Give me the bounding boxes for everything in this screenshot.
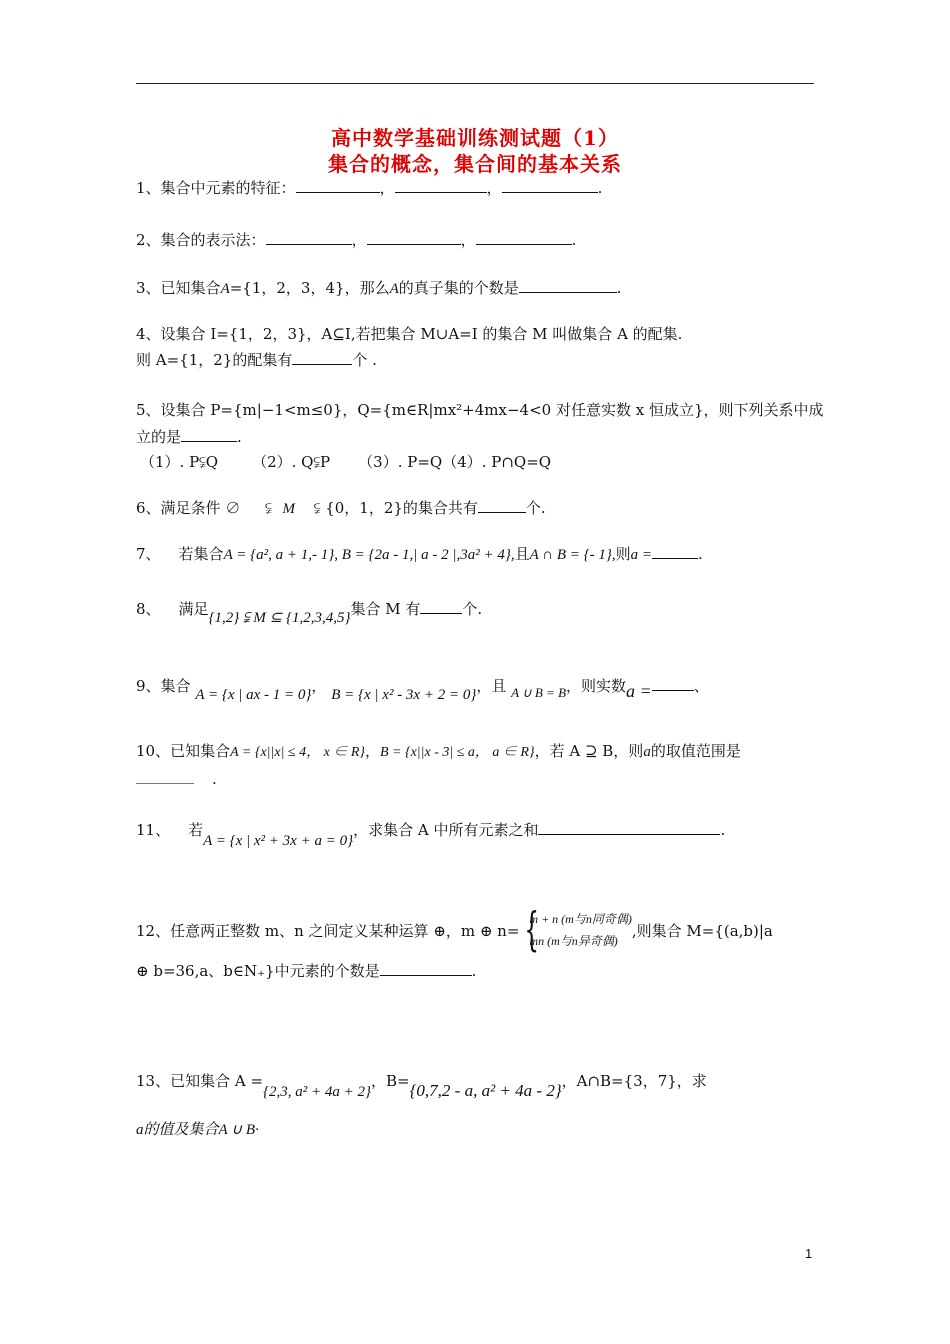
q6-number: 6、: [136, 499, 161, 517]
question-11: [136, 819, 816, 849]
q12-text: ⊕ b=36,a、b∈N₊}中元素的个数是: [136, 962, 380, 980]
q13-formula-a: {2,3, a² + 4a + 2}: [263, 1084, 372, 1100]
q5-option-2: （2）. Q⫋P: [252, 453, 331, 471]
empty-set-symbol: ∅: [225, 499, 241, 517]
q6-blank: [478, 498, 526, 513]
question-4-line2: [136, 349, 816, 371]
q11-text: ，求集合 A 中所有元素之和: [353, 821, 539, 839]
q12-end: .: [471, 962, 477, 980]
q8-text: 集合 M 有: [350, 600, 421, 618]
q12-case-2: mn (m与n异奇偶): [529, 934, 618, 948]
q7-formula: A ∩ B = {- 1},: [529, 547, 616, 563]
q3-set: ={1，2，3，4}，那么: [229, 279, 390, 297]
question-2: [136, 229, 816, 251]
question-1: [136, 177, 816, 199]
q1-text: 集合中元素的特征：: [160, 179, 296, 197]
proper-subset-symbol: ⫋: [313, 499, 321, 517]
title-main: 高中数学基础训练测试题（1）: [331, 126, 619, 150]
question-4: [136, 323, 816, 345]
q5-end: .: [237, 428, 242, 446]
proper-subset-symbol: ⫋: [265, 499, 272, 517]
q9-formula-b: B = {x | x² - 3x + 2 = 0}: [331, 687, 477, 703]
question-10-line2: [136, 768, 816, 790]
q9-formula-c: A ∪ B = B: [511, 685, 567, 700]
q3-end: .: [616, 279, 622, 297]
question-9: [136, 674, 816, 703]
q5-option-3-4: （3）. P=Q（4）. P∩Q=Q: [358, 453, 552, 471]
q12-piecewise: [519, 908, 631, 952]
q13-text: ，B=: [371, 1072, 410, 1090]
q6-set: {0，1，2}的集合共有: [325, 499, 478, 517]
q6-var: M: [282, 501, 296, 517]
q7-text: 且: [514, 545, 530, 563]
q9-formula-a: A = {x | ax - 1 = 0}: [195, 687, 312, 703]
q1-blank-2: [395, 178, 487, 193]
q9-text: ，且: [476, 677, 507, 695]
q9-formula-a-eq: a =: [626, 681, 652, 701]
q11-text: 若: [188, 821, 204, 839]
q9-sep: ，: [311, 677, 327, 695]
q9-text: 集合: [160, 677, 191, 695]
q7-end: .: [698, 545, 703, 563]
question-5: [136, 399, 824, 421]
q5-text: P={m|−1<m≤0}，Q={m∈R|mx²+4mx−4<0 对任意实数 x 恒成立}，则下列关系中成: [210, 401, 824, 419]
q4-text: 则 A={1，2}的配集有: [136, 351, 293, 369]
q11-number: 11、: [136, 821, 171, 839]
q2-blank-2: [367, 230, 461, 245]
question-12: [136, 910, 816, 954]
q13-text: ，A∩B={3，7}，求: [561, 1072, 707, 1090]
q2-end: .: [571, 231, 577, 249]
q10-formula-b: B = {x||x - 3| ≤ a， a ∈ R}: [380, 745, 535, 760]
q10-text: 的取值范围是: [650, 742, 741, 760]
q9-end: 、: [693, 677, 709, 695]
q8-blank: [420, 599, 462, 614]
q6-end: 个.: [525, 499, 546, 517]
q3-text: 的真子集的个数是: [398, 279, 519, 297]
q5-blank: [181, 427, 237, 442]
q5-option-1: （1）. P⫋Q: [140, 453, 219, 471]
q13-text: a的值及集合A ∪ B·: [136, 1122, 259, 1138]
q4-text: 个 .: [352, 351, 377, 369]
question-5-options: [140, 451, 820, 473]
q11-end: .: [720, 821, 726, 839]
q6-text: 满足条件: [160, 499, 221, 517]
question-7: [136, 543, 816, 566]
q8-text: 满足: [178, 600, 209, 618]
q1-blank-1: [296, 178, 380, 193]
q7-number: 7、: [136, 545, 161, 563]
q10-formula-a: A = {x||x| ≤ 4， x ∈ R}: [230, 745, 365, 760]
q11-formula: A = {x | x² + 3x + a = 0}: [203, 833, 354, 849]
q4-line1: 设集合 I={1，2，3}，A⊆I,若把集合 M∪A=I 的集合 M 叫做集合 A 的配集.: [160, 325, 683, 343]
q1-sep: ，: [486, 179, 502, 197]
q5-text: 设集合: [160, 401, 206, 419]
q9-blank: [652, 676, 694, 691]
q2-number: 2、: [136, 231, 161, 249]
q3-var: A: [389, 281, 399, 297]
question-3: [136, 277, 816, 300]
q1-end: .: [597, 179, 603, 197]
title-subtitle: 集合的概念，集合间的基本关系: [328, 152, 622, 176]
q7-formula: A = {a², a + 1,- 1}, B = {2a - 1,| a - 2 |,3a² + 4},: [223, 547, 515, 563]
page-number: 1: [805, 1246, 813, 1261]
q9-number: 9、: [136, 677, 161, 695]
q12-blank: [380, 961, 472, 976]
q7-formula: a =: [630, 547, 652, 563]
q12-number: 12、: [136, 922, 171, 940]
q5-text: 立的是: [136, 428, 182, 446]
q10-sep: ，: [364, 742, 380, 760]
q7-text: 若集合: [178, 545, 224, 563]
q3-number: 3、: [136, 279, 161, 297]
q10-var: a: [643, 744, 651, 760]
q12-case-1: { m + n (m与n同奇偶): [529, 912, 632, 926]
q12-text: ,则集合 M={(a,b)|a: [631, 922, 773, 940]
q3-blank: [519, 278, 617, 293]
q2-text: 集合的表示法：: [160, 231, 266, 249]
q3-var: A: [220, 281, 230, 297]
question-13: [136, 1070, 816, 1100]
q8-number: 8、: [136, 600, 161, 618]
q1-number: 1、: [136, 179, 161, 197]
question-13-line2: [136, 1118, 816, 1141]
q11-blank: [538, 820, 720, 835]
q4-number: 4、: [136, 325, 161, 343]
question-8: [136, 598, 816, 626]
q13-formula-b: {0,7,2 - a, a² + 4a - 2}: [409, 1081, 562, 1100]
q4-blank: [292, 350, 352, 365]
q2-sep: ，: [351, 231, 367, 249]
question-12-line2: [136, 960, 816, 982]
q5-number: 5、: [136, 401, 161, 419]
q7-blank: [652, 544, 698, 559]
q8-formula: {1,2} ⫋ M ⊆ {1,2,3,4,5}: [208, 610, 351, 626]
q7-text: 则: [615, 545, 631, 563]
q13-number: 13、: [136, 1072, 171, 1090]
question-6: [136, 497, 816, 520]
q10-text: ，若 A ⊇ B，则: [534, 742, 644, 760]
q2-sep: ，: [460, 231, 476, 249]
q1-sep: ，: [379, 179, 395, 197]
q13-text: 已知集合 A =: [170, 1072, 264, 1090]
question-5-line2: [136, 426, 816, 448]
q10-blank: [136, 769, 194, 784]
q10-number: 10、: [136, 742, 171, 760]
q10-end: .: [212, 770, 217, 788]
q10-text: 已知集合: [170, 742, 231, 760]
question-10: [136, 740, 816, 764]
q2-blank-1: [266, 230, 352, 245]
q9-text: ，则实数: [566, 677, 627, 695]
q8-end: 个.: [462, 600, 483, 618]
q2-blank-3: [476, 230, 572, 245]
q3-text: 已知集合: [160, 279, 221, 297]
header-rule: [136, 83, 814, 84]
q12-text: 任意两正整数 m、n 之间定义某种运算 ⊕，m ⊕ n=: [170, 922, 520, 940]
q1-blank-3: [502, 178, 598, 193]
